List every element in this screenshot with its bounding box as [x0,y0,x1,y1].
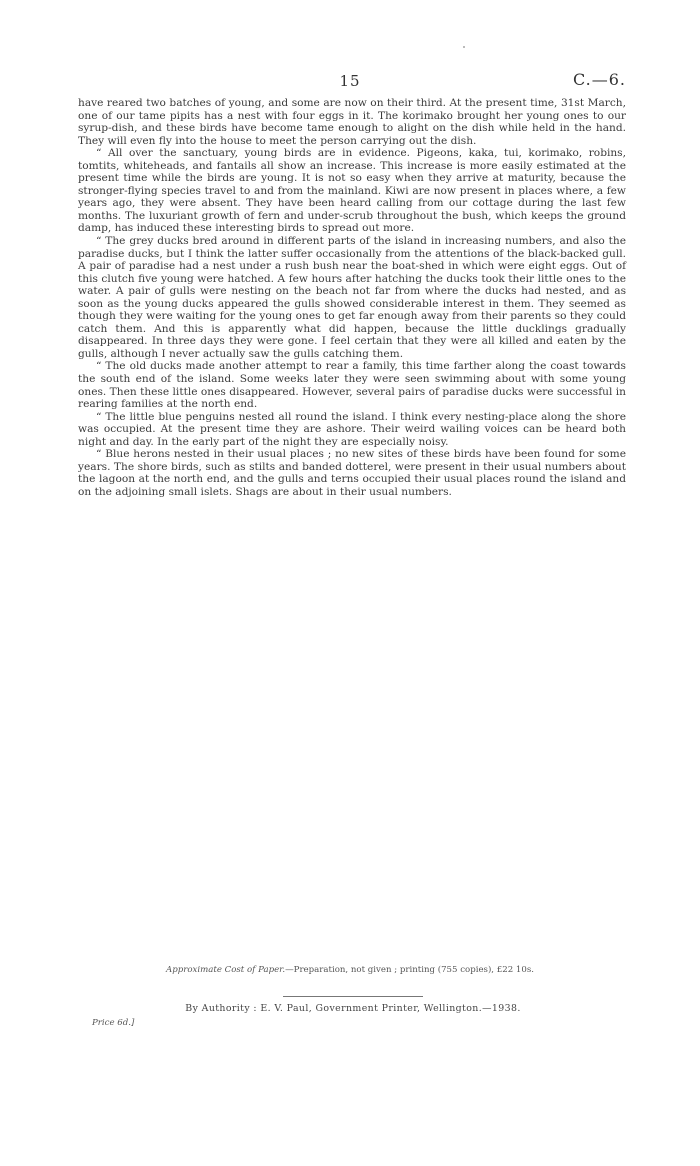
cost-of-paper-line [0,965,700,975]
paragraph: “ The little blue penguins nested all round the island. I think every nesting-place along the shore was occupied. At the present time they are ashore. Their weird wailing voices can be heard both night and day. In the early part of the night they are especially noisy. [78,410,626,448]
body-text [78,97,626,499]
paragraph: “ The old ducks made another attempt to rear a family, this time farther along the coast towards the south end of the island. Some weeks later they were seen swimming about with some young ones. Then these little ones disappeared. However, several pairs of paradise ducks were successful in rearing families at the north end. [78,360,626,411]
price-note: Price 6d.] [92,1018,135,1028]
scan-speck [463,46,465,48]
printer-imprint: By Authority : E. V. Paul, Government Printer, Wellington.—1938. [185,1003,521,1014]
cost-details: —Preparation, not given ; printing (755 copies), £22 10s. [285,965,534,975]
footer-divider [283,996,423,997]
cost-label: Approximate Cost of Paper. [166,965,286,975]
paragraph: have reared two batches of young, and some are now on their third. At the present time, 31st March, one of our tame pipits has a nest with four eggs in it. The korimako brought her young ones to our syrup-dish, and these birds have become tame enough to alight on the dish while held in the hand. They will even fly into the house to meet the person carrying out the dish. [78,97,626,147]
paragraph: “ The grey ducks bred around in different parts of the island in increasing numbers, and also the paradise ducks, but I think the latter suffer occasionally from the attentions of the black-backed gull. A pair of paradise had a nest under a rush bush near the boat-shed in which were eight eggs. Out of this clutch five young were hatched. A few hours after hatching the ducks took their little ones to the water. A pair of gulls were nesting on the beach not far from where the ducks had nested, and as soon as the young ducks appeared the gulls showed considerable interest in them. They seemed as though they were waiting for the young ones to get far enough away from their parents so they could catch them. And this is apparently what did happen, because the little ducklings gradually disappeared. In three days they were gone. I feel certain that they were all killed and eaten by the gulls, although I never actually saw the gulls catching them. [78,235,626,360]
paragraph: “ Blue herons nested in their usual places ; no new sites of these birds have been found for some years. The shore birds, such as stilts and banded dotterel, were present in their usual numbers about the lagoon at the north end, and the gulls and terns occupied their usual places round the island and on the adjoining small islets. Shags are about in their usual numbers. [78,448,626,498]
document-reference: C.—6. [572,70,626,89]
paragraph: “ All over the sanctuary, young birds are in evidence. Pigeons, kaka, tui, korimako, robins, tomtits, whiteheads, and fantails all show an increase. This increase is more easily estimated at the present time while the birds are young. It is not so easy when they arrive at maturity, because the stronger-flying species travel to and from the mainland. Kiwi are now present in places where, a few years ago, they were absent. They have been heard calling from our cottage during the last few months. The luxuriant growth of fern and under-scrub throughout the bush, which keeps the ground damp, has induced these interesting birds to spread out more. [78,147,626,235]
page-number: 15 [339,72,361,90]
